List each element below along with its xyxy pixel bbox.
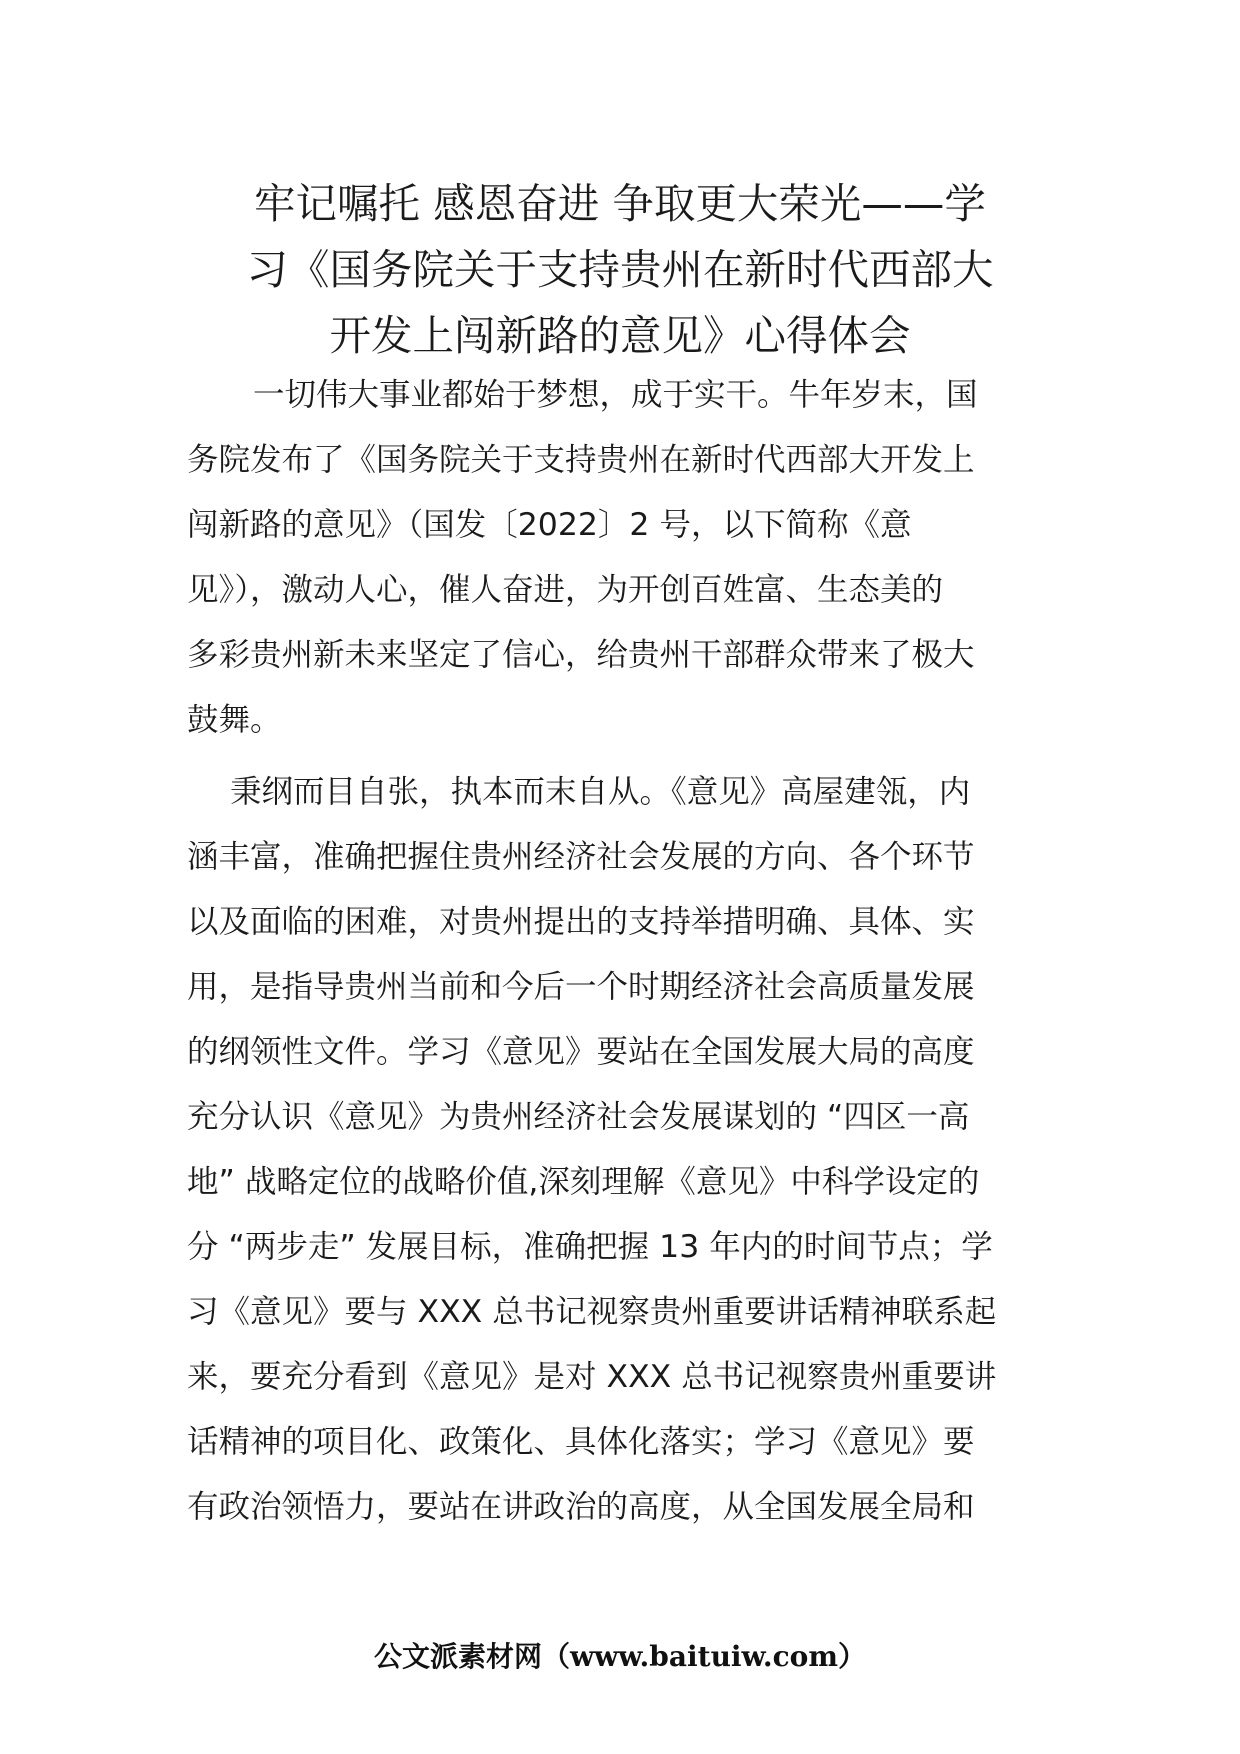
text-line: 地” 战略定位的战略价值,深刻理解《意见》中科学设定的 <box>187 1164 980 1200</box>
text-line: 一切伟大事业都始于梦想，成于实干。牛年岁末，国 <box>253 377 978 413</box>
text-line: 见》），激动人心，催人奋进，为开创百姓富、生态美的 <box>187 572 944 608</box>
text-line: 以及面临的困难，对贵州提出的支持举措明确、具体、实 <box>187 904 975 940</box>
document-title <box>190 171 1050 369</box>
paragraph-2 <box>187 760 1057 1540</box>
text-line: 分 “两步走” 发展目标，准确把握 13 年内的时间节点；学 <box>187 1229 993 1265</box>
paragraph-1 <box>187 363 1057 753</box>
text-line: 务院发布了《国务院关于支持贵州在新时代西部大开发上 <box>187 442 975 478</box>
text-line: 鼓舞。 <box>187 702 282 738</box>
text-line: 话精神的项目化、政策化、具体化落实；学习《意见》要 <box>187 1424 975 1460</box>
text-line: 多彩贵州新未来坚定了信心，给贵州干部群众带来了极大 <box>187 637 975 673</box>
text-line: 秉纲而目自张，执本而末自从。《意见》高屋建瓴，内 <box>230 774 971 810</box>
text-line: 充分认识《意见》为贵州经济社会发展谋划的 “四区一高 <box>187 1099 970 1135</box>
text-line: 有政治领悟力，要站在讲政治的高度，从全国发展全局和 <box>187 1489 975 1525</box>
text-line: 闯新路的意见》（国发〔2022〕2 号，以下简称《意 <box>187 507 912 543</box>
document-body <box>187 363 1057 1540</box>
text-line: 用，是指导贵州当前和今后一个时期经济社会高质量发展 <box>187 969 975 1005</box>
paragraph-spacer <box>187 753 1057 760</box>
title-line: 牢记嘱托 感恩奋进 争取更大荣光——学 <box>254 179 986 228</box>
title-line: 开发上闯新路的意见》心得体会 <box>329 311 911 360</box>
text-line: 习《意见》要与 XXX 总书记视察贵州重要讲话精神联系起 <box>187 1294 997 1330</box>
text-line: 的纲领性文件。学习《意见》要站在全国发展大局的高度 <box>187 1034 975 1070</box>
text-line: 来，要充分看到《意见》是对 XXX 总书记视察贵州重要讲 <box>187 1359 997 1395</box>
title-line: 习《国务院关于支持贵州在新时代西部大 <box>246 245 994 294</box>
page-footer: 公文派素材网（www.baituiw.com） <box>374 1640 866 1673</box>
text-line: 涵丰富，准确把握住贵州经济社会发展的方向、各个环节 <box>187 839 975 875</box>
